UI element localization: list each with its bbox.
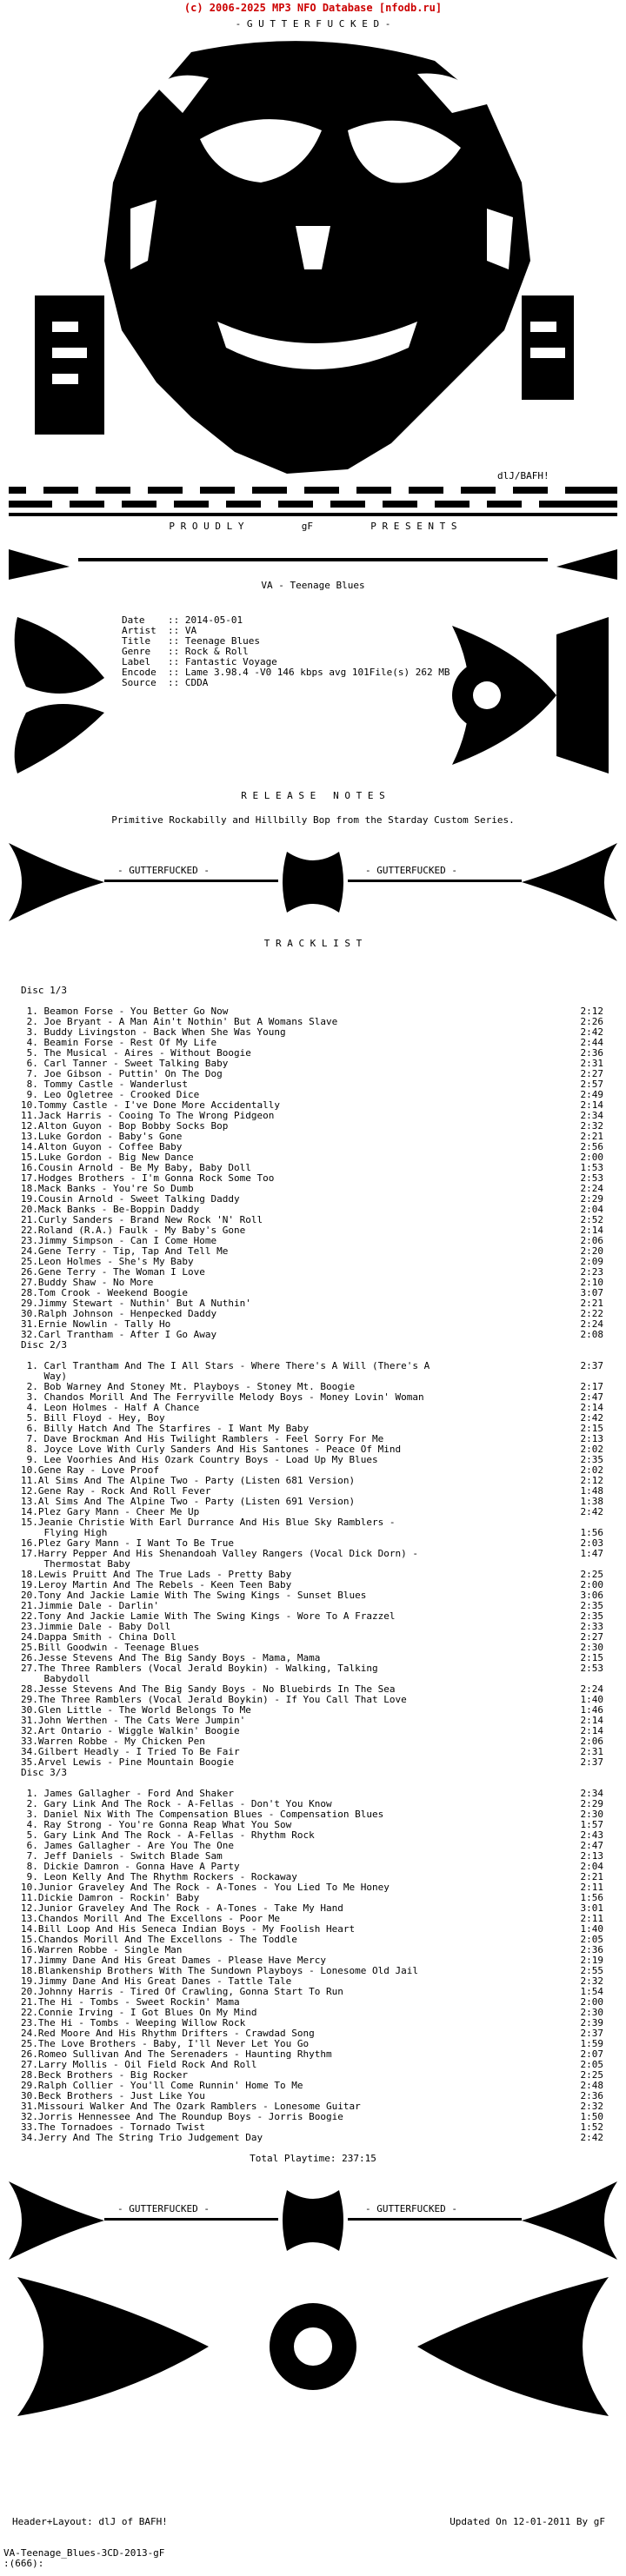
track-duration: 2:21 <box>580 1131 603 1142</box>
track-title: 10.Tommy Castle - I've Done More Accidentally <box>21 1099 281 1111</box>
track-title: 29.The Three Ramblers (Vocal Jerald Boykin) - If You Call That Love <box>21 1694 407 1705</box>
track-duration: 2:15 <box>580 1652 603 1663</box>
track-duration: 1:38 <box>580 1496 603 1507</box>
track-duration: 2:14 <box>580 1725 603 1736</box>
track-duration: 3:06 <box>580 1590 603 1601</box>
bottom-divider-right-label: - GUTTERFUCKED - <box>365 2203 457 2214</box>
track-duration: 2:24 <box>580 1318 603 1330</box>
track-title: 7. Dave Brockman And His Twilight Ramblers - Feel Sorry For Me <box>21 1433 384 1444</box>
disc-label: Disc 3/3 <box>21 1767 67 1778</box>
track-title: 31.Ernie Nowlin - Tally Ho <box>21 1318 171 1330</box>
track-duration: 2:34 <box>580 1110 603 1121</box>
track-title: 21.Jimmie Dale - Darlin' <box>21 1600 159 1611</box>
track-duration: 1:54 <box>580 1986 603 1997</box>
track-duration: 2:36 <box>580 2090 603 2101</box>
divider-ornament <box>0 834 626 930</box>
flower-ornament <box>0 600 626 791</box>
track-title: 18.Mack Banks - You're So Dumb <box>21 1183 194 1194</box>
track-row <box>21 1757 603 1768</box>
track-title: 28.Beck Brothers - Big Rocker <box>21 2069 189 2081</box>
track-title: 11.Jack Harris - Cooing To The Wrong Pidgeon <box>21 1110 275 1121</box>
track-title: 28.Tom Crook - Weekend Boogie <box>21 1287 189 1298</box>
track-title: 16.Warren Robbe - Single Man <box>21 1944 183 1955</box>
track-duration: 2:31 <box>580 1746 603 1757</box>
release-notes-heading: R E L E A S E N O T E S <box>241 790 385 801</box>
track-duration: 1:48 <box>580 1485 603 1497</box>
track-title: 29.Ralph Collier - You'll Come Runnin' Home To Me <box>21 2080 303 2091</box>
track-title: 26.Jesse Stevens And The Big Sandy Boys - Mama, Mama <box>21 1652 321 1663</box>
track-title: 21.The Hi - Tombs - Sweet Rockin' Mama <box>21 1996 240 2008</box>
track-duration: 2:17 <box>580 1381 603 1392</box>
track-duration: 2:35 <box>580 1610 603 1622</box>
track-duration: 2:30 <box>580 1809 603 1820</box>
track-title: 2. Bob Warney And Stoney Mt. Playboys - Stoney Mt. Boogie <box>21 1381 356 1392</box>
track-duration: 2:39 <box>580 2017 603 2028</box>
track-title: 6. Carl Tanner - Sweet Talking Baby <box>21 1058 229 1069</box>
track-title: 13.Luke Gordon - Baby's Gone <box>21 1131 183 1142</box>
track-title: 32.Carl Trantham - After I Go Away <box>21 1329 217 1340</box>
release-title: VA - Teenage Blues <box>261 580 365 591</box>
track-title: 19.Jimmy Dane And His Great Danes - Tattle Tale <box>21 1975 292 1987</box>
disc-label: Disc 1/3 <box>21 985 67 996</box>
track-duration: 2:03 <box>580 1537 603 1549</box>
track-duration: 2:27 <box>580 1631 603 1643</box>
track-title: 10.Gene Ray - Love Proof <box>21 1464 159 1476</box>
group-banner: - G U T T E R F U C K E D - <box>235 18 391 30</box>
track-row <box>21 1330 603 1340</box>
track-title: 20.Mack Banks - Be-Boppin Daddy <box>21 1204 200 1215</box>
tracklist-heading: T R A C K L I S T <box>263 938 363 949</box>
track-duration: 2:31 <box>580 1058 603 1069</box>
track-title: 13.Al Sims And The Alpine Two - Party (Listen 691 Version) <box>21 1496 356 1507</box>
track-title: 13.Chandos Morill And The Excellons - Poor Me <box>21 1913 281 1924</box>
track-duration: 2:32 <box>580 1120 603 1132</box>
track-duration: 2:42 <box>580 1026 603 1038</box>
track-duration: 2:24 <box>580 1183 603 1194</box>
track-duration: 2:04 <box>580 1861 603 1872</box>
track-duration: 1:57 <box>580 1819 603 1830</box>
track-duration: 1:40 <box>580 1694 603 1705</box>
track-duration: 2:12 <box>580 1006 603 1017</box>
track-duration: 2:42 <box>580 1506 603 1517</box>
track-title: 11.Dickie Damron - Rockin' Baby <box>21 1892 200 1903</box>
track-duration: 2:27 <box>580 1068 603 1079</box>
total-playtime: Total Playtime: 237:15 <box>250 2153 376 2164</box>
track-title: 33.The Tornadoes - Tornado Twist <box>21 2121 205 2133</box>
track-title: 5. Gary Link And The Rock - A-Fellas - Rhythm Rock <box>21 1829 315 1841</box>
meta-title: Title :: Teenage Blues <box>122 635 260 647</box>
track-duration: 2:07 <box>580 2048 603 2060</box>
meta-artist: Artist :: VA <box>122 625 197 636</box>
meta-source: Source :: CDDA <box>122 677 209 688</box>
checker-strip <box>0 487 626 521</box>
track-title: 22.Connie Irving - I Got Blues On My Mind <box>21 2007 257 2018</box>
track-title: 14.Bill Loop And His Seneca Indian Boys - My Foolish Heart <box>21 1923 356 1935</box>
track-title: Flying High <box>21 1527 108 1538</box>
track-title: 34.Gilbert Headly - I Tried To Be Fair <box>21 1746 240 1757</box>
track-title: 32.Jorris Hennessee And The Roundup Boys - Jorris Boogie <box>21 2111 343 2122</box>
track-title: 8. Dickie Damron - Gonna Have A Party <box>21 1861 240 1872</box>
track-title: 22.Tony And Jackie Lamie With The Swing Kings - Wore To A Frazzel <box>21 1610 396 1622</box>
track-duration: 3:01 <box>580 1902 603 1914</box>
track-title: 11.Al Sims And The Alpine Two - Party (Listen 681 Version) <box>21 1475 356 1486</box>
track-title: 27.Larry Mollis - Oil Field Rock And Roll <box>21 2059 257 2070</box>
track-title: 18.Lewis Pruitt And The True Lads - Pretty Baby <box>21 1569 292 1580</box>
track-title: 12.Junior Graveley And The Rock - A-Tones - Take My Hand <box>21 1902 343 1914</box>
track-title: 4. Beamin Forse - Rest Of My Life <box>21 1037 217 1048</box>
track-title: 31.Missouri Walker And The Ozark Ramblers - Lonesome Guitar <box>21 2101 361 2112</box>
track-duration: 2:21 <box>580 1871 603 1882</box>
track-title: 12.Gene Ray - Rock And Roll Fever <box>21 1485 211 1497</box>
track-row <box>21 1361 603 1371</box>
track-duration: 2:29 <box>580 1193 603 1205</box>
track-duration: 2:32 <box>580 1975 603 1987</box>
track-duration: 2:56 <box>580 1141 603 1152</box>
track-title: 20.Johnny Harris - Tired Of Crawling, Gonna Start To Run <box>21 1986 343 1997</box>
track-duration: 2:47 <box>580 1840 603 1851</box>
track-title: 23.Jimmy Simpson - Can I Come Home <box>21 1235 217 1246</box>
track-title: 27.The Three Ramblers (Vocal Jerald Boykin) - Walking, Talking <box>21 1663 378 1674</box>
track-duration: 2:52 <box>580 1214 603 1225</box>
track-title: 23.Jimmie Dale - Baby Doll <box>21 1621 171 1632</box>
track-duration: 2:44 <box>580 1037 603 1048</box>
track-duration: 2:22 <box>580 1308 603 1319</box>
track-duration: 3:07 <box>580 1287 603 1298</box>
track-title: 23.The Hi - Tombs - Weeping Willow Rock <box>21 2017 246 2028</box>
divider-left-label: - GUTTERFUCKED - <box>117 865 210 876</box>
track-duration: 2:34 <box>580 1788 603 1799</box>
track-duration: 2:14 <box>580 1225 603 1236</box>
nfodb-header: (c) 2006-2025 MP3 NFO Database [nfodb.ru] <box>183 2 443 14</box>
track-title: 24.Red Moore And His Rhythm Drifters - Crawdad Song <box>21 2028 315 2039</box>
meta-encode: Encode :: Lame 3.98.4 -V0 146 kbps avg 101File(s) 262 MB <box>122 667 450 678</box>
track-duration: 1:56 <box>580 1527 603 1538</box>
track-title: 16.Plez Gary Mann - I Want To Be True <box>21 1537 235 1549</box>
track-duration: 2:14 <box>580 1402 603 1413</box>
track-title: 1. Carl Trantham And The I All Stars - Where There's A Will (There's A <box>21 1360 430 1371</box>
track-title: Way) <box>21 1371 67 1382</box>
meta-date: Date :: 2014-05-01 <box>122 614 243 626</box>
track-title: 16.Cousin Arnold - Be My Baby, Baby Doll <box>21 1162 251 1173</box>
track-duration: 2:53 <box>580 1663 603 1674</box>
bottom-ornament <box>0 2173 626 2433</box>
track-title: 3. Buddy Livingston - Back When She Was Young <box>21 1026 286 1038</box>
track-duration: 2:06 <box>580 1736 603 1747</box>
bottom-divider-left-label: - GUTTERFUCKED - <box>117 2203 210 2214</box>
track-title: 25.Leon Holmes - She's My Baby <box>21 1256 194 1267</box>
track-title: 2. Joe Bryant - A Man Ain't Nothin' But A Womans Slave <box>21 1016 338 1027</box>
track-title: 9. Leo Ogletree - Crooked Dice <box>21 1089 200 1100</box>
presents-line: P R O U D L Y gF P R E S E N T S <box>169 521 457 532</box>
track-title: 15.Luke Gordon - Big New Dance <box>21 1152 194 1163</box>
track-title: 17.Jimmy Dane And His Great Dames - Please Have Mercy <box>21 1955 326 1966</box>
track-row <box>21 1663 603 1674</box>
ornament-top <box>0 541 626 584</box>
track-title: 22.Roland (R.A.) Faulk - My Baby's Gone <box>21 1225 246 1236</box>
track-title: 4. Ray Strong - You're Gonna Reap What You Sow <box>21 1819 292 1830</box>
track-duration: 2:24 <box>580 1683 603 1695</box>
track-title: Thermostat Baby <box>21 1558 130 1570</box>
track-duration: 2:36 <box>580 1944 603 1955</box>
track-title: 30.Glen Little - The World Belongs To Me <box>21 1704 251 1716</box>
divider-right-label: - GUTTERFUCKED - <box>365 865 457 876</box>
skull-art <box>0 35 626 487</box>
art-credit: dlJ/BAFH! <box>497 470 549 481</box>
track-title: 14.Plez Gary Mann - Cheer Me Up <box>21 1506 200 1517</box>
track-duration: 2:19 <box>580 1955 603 1966</box>
track-duration: 2:05 <box>580 1934 603 1945</box>
track-duration: 2:11 <box>580 1913 603 1924</box>
track-title: 20.Tony And Jackie Lamie With The Swing Kings - Sunset Blues <box>21 1590 367 1601</box>
track-duration: 2:33 <box>580 1621 603 1632</box>
track-duration: 2:23 <box>580 1266 603 1278</box>
track-title: 17.Harry Pepper And His Shenandoah Valley Rangers (Vocal Dick Dorn) - <box>21 1548 418 1559</box>
track-duration: 2:25 <box>580 1569 603 1580</box>
track-duration: 2:02 <box>580 1444 603 1455</box>
track-title: 25.Bill Goodwin - Teenage Blues <box>21 1642 200 1653</box>
track-title: 15.Jeanie Christie With Earl Durrance And His Blue Sky Ramblers - <box>21 1517 396 1528</box>
track-duration: 2:43 <box>580 1829 603 1841</box>
track-duration: 2:13 <box>580 1433 603 1444</box>
track-duration: 2:21 <box>580 1298 603 1309</box>
track-title: 18.Blankenship Brothers With The Sundown Playboys - Lonesome Old Jail <box>21 1965 418 1976</box>
track-title: 19.Leroy Martin And The Rebels - Keen Teen Baby <box>21 1579 292 1590</box>
track-duration: 2:09 <box>580 1256 603 1267</box>
meta-genre: Genre :: Rock & Roll <box>122 646 249 657</box>
track-title: 8. Tommy Castle - Wanderlust <box>21 1079 189 1090</box>
track-title: 1. Beamon Forse - You Better Go Now <box>21 1006 229 1017</box>
track-duration: 2:14 <box>580 1715 603 1726</box>
track-duration: 2:36 <box>580 1047 603 1059</box>
track-duration: 2:00 <box>580 1152 603 1163</box>
track-title: 15.Chandos Morill And The Excellons - The Toddle <box>21 1934 297 1945</box>
track-duration: 1:53 <box>580 1162 603 1173</box>
track-duration: 2:37 <box>580 2028 603 2039</box>
track-duration: 2:47 <box>580 1391 603 1403</box>
track-title: 25.The Love Brothers - Baby, I'll Never Let You Go <box>21 2038 310 2049</box>
track-title: 7. Joe Gibson - Puttin' On The Dog <box>21 1068 223 1079</box>
track-title: 3. Chandos Morill And The Ferryville Melody Boys - Money Lovin' Woman <box>21 1391 424 1403</box>
track-duration: 2:02 <box>580 1464 603 1476</box>
track-title: 6. Billy Hatch And The Starfires - I Want My Baby <box>21 1423 310 1434</box>
track-title: 26.Romeo Sullivan And The Serenaders - Haunting Rhythm <box>21 2048 332 2060</box>
track-duration: 2:08 <box>580 1329 603 1340</box>
track-duration: 2:42 <box>580 2132 603 2143</box>
track-duration: 2:55 <box>580 1965 603 1976</box>
footer-filename: VA-Teenage_Blues-3CD-2013-gF <box>3 2547 165 2559</box>
track-duration: 1:56 <box>580 1892 603 1903</box>
track-duration: 2:32 <box>580 2101 603 2112</box>
footer-tag: :(666): <box>3 2558 44 2569</box>
track-duration: 2:30 <box>580 1642 603 1653</box>
track-title: 35.Arvel Lewis - Pine Mountain Boogie <box>21 1756 235 1768</box>
track-duration: 2:53 <box>580 1172 603 1184</box>
track-duration: 2:05 <box>580 2059 603 2070</box>
track-duration: 2:26 <box>580 1016 603 1027</box>
track-title: 6. James Gallagher - Are You The One <box>21 1840 235 1851</box>
track-title: 26.Gene Terry - The Woman I Love <box>21 1266 205 1278</box>
track-duration: 2:42 <box>580 1412 603 1424</box>
track-duration: 2:30 <box>580 2007 603 2018</box>
track-duration: 2:49 <box>580 1089 603 1100</box>
track-row <box>21 1517 603 1528</box>
track-title: 9. Lee Voorhies And His Ozark Country Boys - Load Up My Blues <box>21 1454 378 1465</box>
track-duration: 2:48 <box>580 2080 603 2091</box>
footer-updated: Updated On 12-01-2011 By gF <box>450 2516 605 2527</box>
track-duration: 2:12 <box>580 1475 603 1486</box>
track-title: 14.Alton Guyon - Coffee Baby <box>21 1141 183 1152</box>
track-duration: 1:50 <box>580 2111 603 2122</box>
track-title: 7. Jeff Daniels - Switch Blade Sam <box>21 1850 223 1862</box>
track-title: 8. Joyce Love With Curly Sanders And His Santones - Peace Of Mind <box>21 1444 402 1455</box>
track-title: 5. The Musical - Aires - Without Boogie <box>21 1047 251 1059</box>
track-duration: 2:25 <box>580 2069 603 2081</box>
release-notes-text: Primitive Rockabilly and Hillbilly Bop from the Starday Custom Series. <box>111 814 515 826</box>
meta-label: Label :: Fantastic Voyage <box>122 656 277 667</box>
track-duration: 1:40 <box>580 1923 603 1935</box>
track-duration: 1:52 <box>580 2121 603 2133</box>
track-title: 9. Leon Kelly And The Rhythm Rockers - Rockaway <box>21 1871 297 1882</box>
track-duration: 2:06 <box>580 1235 603 1246</box>
track-duration: 2:10 <box>580 1277 603 1288</box>
track-title: 28.Jesse Stevens And The Big Sandy Boys - No Bluebirds In The Sea <box>21 1683 396 1695</box>
track-title: Babydoll <box>21 1673 90 1684</box>
track-title: 30.Beck Brothers - Just Like You <box>21 2090 205 2101</box>
track-title: 27.Buddy Shaw - No More <box>21 1277 154 1288</box>
track-title: 10.Junior Graveley And The Rock - A-Tones - You Lied To Me Honey <box>21 1882 390 1893</box>
track-duration: 1:46 <box>580 1704 603 1716</box>
track-duration: 2:29 <box>580 1798 603 1809</box>
track-title: 4. Leon Holmes - Half A Chance <box>21 1402 200 1413</box>
track-title: 33.Warren Robbe - My Chicken Pen <box>21 1736 205 1747</box>
track-duration: 2:57 <box>580 1079 603 1090</box>
track-duration: 2:11 <box>580 1882 603 1893</box>
track-title: 3. Daniel Nix With The Compensation Blues - Compensation Blues <box>21 1809 384 1820</box>
track-title: 19.Cousin Arnold - Sweet Talking Daddy <box>21 1193 240 1205</box>
track-title: 34.Jerry And The String Trio Judgement Day <box>21 2132 263 2143</box>
track-duration: 2:37 <box>580 1756 603 1768</box>
track-title: 1. James Gallagher - Ford And Shaker <box>21 1788 235 1799</box>
track-duration: 2:20 <box>580 1245 603 1257</box>
track-title: 12.Alton Guyon - Bop Bobby Socks Bop <box>21 1120 229 1132</box>
track-title: 17.Hodges Brothers - I'm Gonna Rock Some Too <box>21 1172 275 1184</box>
track-title: 31.John Werthen - The Cats Were Jumpin' <box>21 1715 246 1726</box>
track-duration: 2:14 <box>580 1099 603 1111</box>
track-title: 24.Gene Terry - Tip, Tap And Tell Me <box>21 1245 229 1257</box>
track-title: 5. Bill Floyd - Hey, Boy <box>21 1412 165 1424</box>
track-duration: 2:00 <box>580 1579 603 1590</box>
track-row <box>21 2133 603 2143</box>
track-duration: 2:15 <box>580 1423 603 1434</box>
track-duration: 1:59 <box>580 2038 603 2049</box>
track-duration: 2:04 <box>580 1204 603 1215</box>
track-title: 2. Gary Link And The Rock - A-Fellas - Don't You Know <box>21 1798 332 1809</box>
track-duration: 2:35 <box>580 1600 603 1611</box>
track-title: 21.Curly Sanders - Brand New Rock 'N' Roll <box>21 1214 263 1225</box>
disc-label: Disc 2/3 <box>21 1339 67 1351</box>
track-title: 29.Jimmy Stewart - Nuthin' But A Nuthin' <box>21 1298 251 1309</box>
track-duration: 1:47 <box>580 1548 603 1559</box>
track-title: 32.Art Ontario - Wiggle Walkin' Boogie <box>21 1725 240 1736</box>
footer-layout-credit: Header+Layout: dlJ of BAFH! <box>12 2516 168 2527</box>
track-duration: 2:35 <box>580 1454 603 1465</box>
track-title: 24.Dappa Smith - China Doll <box>21 1631 176 1643</box>
track-title: 30.Ralph Johnson - Henpecked Daddy <box>21 1308 217 1319</box>
track-duration: 2:37 <box>580 1360 603 1371</box>
track-duration: 2:13 <box>580 1850 603 1862</box>
track-duration: 2:00 <box>580 1996 603 2008</box>
